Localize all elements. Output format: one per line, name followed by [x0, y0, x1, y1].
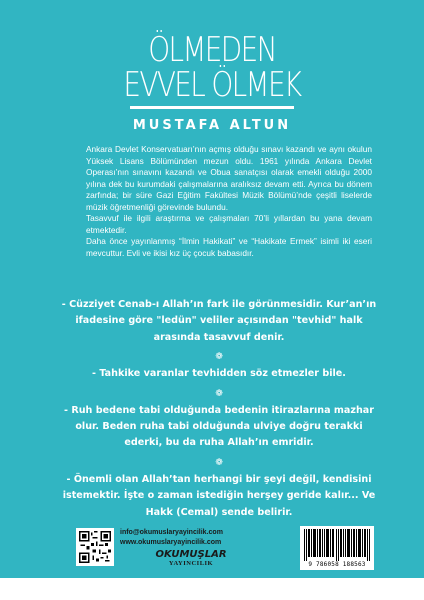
- flower-separator-icon: ❁: [215, 388, 223, 399]
- bio-paragraph: Ankara Devlet Konservatuarı’nın açmış olduğu sınavı kazandı ve aynı okulun Yüksek Lisans Bölümünden mezun oldu. 1961 yılında Ankara Devlet Operası’nın sınavını kazandı ve Obua sanatçısı olarak emekli olduğu 2000 yılına dek bu kurumdaki çalışmalarına aralıksız devam etti. Ayrıca bu dönem zarfında; bir süre Gazi Eğitim Fakültesi Müzik Bölümü’nde çeşitli liselerde müzik öğretmenliği görevinde bulundu.: [86, 144, 372, 212]
- quote-item: - Tahkike varanlar tevhidden söz etmezler bile.: [92, 368, 346, 380]
- publisher-name: OKUMUŞLAR: [155, 549, 227, 560]
- qr-code-icon: [76, 528, 114, 566]
- bio-paragraph: Daha önce yayınlanmış “İlmin Hakikati” ve “Hakikate Ermek” isimli iki eseri mevcuttur. Evli ve ikisi kız üç çocuk babasıdır.: [86, 236, 372, 258]
- publisher-website: www.okumuslaryayincilik.com: [120, 539, 222, 546]
- book-title-line1: ÖLMEDEN: [148, 30, 276, 70]
- author-bio: [86, 144, 372, 259]
- isbn-barcode: [300, 526, 374, 570]
- flower-separator-icon: ❁: [215, 457, 223, 468]
- quote-item: - Önemli olan Allah’tan herhangi bir şeyi değil, kendisini istemektir. İşte o zaman istediğin herşey geride kalır... Ve Hakk (Cemal) sende belirir.: [62, 473, 376, 518]
- flower-separator-icon: ❁: [215, 352, 223, 363]
- quote-item: - Ruh bedene tabi olduğunda bedenin itirazlarına mazhar olur. Beden ruha tabi olduğunda ulviye doğru terakki ederki, bu da ruha Allah’ın emridir.: [64, 404, 374, 449]
- author-name: MUSTAFA ALTUN: [132, 118, 292, 133]
- publisher-contact: [120, 528, 300, 548]
- publisher-email: info@okumuslaryayincilik.com: [120, 529, 223, 536]
- book-title-line2: EVVEL ÖLMEK: [123, 65, 301, 105]
- isbn-number: 9 786058 188563: [308, 561, 366, 568]
- bio-paragraph: Tasavvuf ile ilgili araştırma ve çalışmaları 70’li yıllardan bu yana devam etmektedir.: [86, 213, 372, 235]
- title-divider: [130, 106, 294, 109]
- publisher-subtitle: YAYINCILIK: [168, 560, 214, 567]
- quote-item: - Cüzziyet Cenab-ı Allah’ın fark ile görünmesidir. Kur’an’ın ifadesine göre "ledün" veliler açısından "tevhid" halk arasında tasavvuf denir.: [61, 299, 377, 343]
- publisher-logo: [146, 549, 236, 568]
- quotes-section: [60, 297, 378, 521]
